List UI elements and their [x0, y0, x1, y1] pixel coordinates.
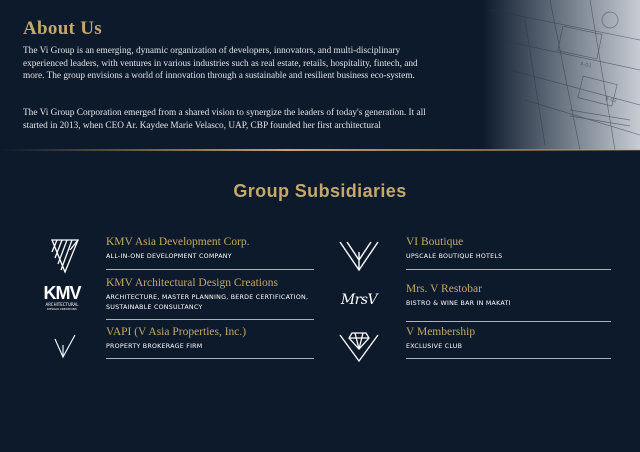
v-membership-logo-icon	[334, 326, 384, 366]
subsidiary-name: VI Boutique	[406, 236, 464, 248]
divider	[106, 269, 314, 270]
subsidiary-description: BISTRO & WINE BAR IN MAKATI	[406, 300, 511, 307]
subsidiary-vi-boutique[interactable]	[334, 236, 624, 274]
svg-text:B-02: B-02	[604, 96, 618, 105]
subsidiary-description: PROPERTY BROKERAGE FIRM	[106, 343, 203, 350]
subsidiary-name: KMV Asia Development Corp.	[106, 236, 250, 248]
about-paragraph-2: The Vi Group Corporation emerged from a shared vision to synergize the leaders of today's generation. It all started in 2013, when CEO Ar. Kaydee Marie Velasco, UAP, CBP founded her first architectural	[23, 108, 426, 131]
subsidiary-description: UPSCALE BOUTIQUE HOTELS	[406, 253, 503, 260]
vi-boutique-logo-icon	[334, 236, 384, 276]
subsidiary-v-membership[interactable]	[334, 326, 624, 362]
divider	[106, 319, 314, 320]
about-paragraph-1: The Vi Group is an emerging, dynamic organization of developers, innovators, and multi-disciplinary experienced leaders, with ventures in various industries such as real estate, retails, hospitality, fintech, and more. The group envisions a world of innovation through a sustainable and resilient business eco-system.	[23, 46, 418, 81]
subsidiary-name: Mrs. V Restobar	[406, 283, 482, 295]
subsidiary-kmv-asia[interactable]	[40, 236, 320, 274]
subsidiary-mrs-v[interactable]	[334, 280, 624, 318]
subsidiary-vapi[interactable]	[40, 326, 320, 362]
subsidiary-kmv-architectural[interactable]	[36, 277, 320, 317]
divider	[406, 321, 611, 322]
about-title: About Us	[23, 18, 102, 39]
subsidiaries-title: Group Subsidiaries	[233, 181, 407, 201]
divider	[106, 358, 314, 359]
subsidiary-description: EXCLUSIVE CLUB	[406, 343, 463, 350]
vapi-logo-icon	[40, 326, 90, 366]
subsidiary-name: VAPI (V Asia Properties, Inc.)	[106, 326, 247, 338]
subsidiary-name: V Membership	[406, 326, 476, 338]
svg-text:A-01: A-01	[579, 61, 593, 70]
divider	[406, 358, 611, 359]
subsidiary-name: KMV Architectural Design Creations	[106, 277, 278, 289]
architectural-blueprint-image	[430, 0, 640, 150]
subsidiary-description: ALL-IN-ONE DEVELOPMENT COMPANY	[106, 253, 232, 260]
divider	[406, 269, 611, 270]
subsidiary-description: ARCHITECTURE, MASTER PLANNING, BERDE CERTIFICATION, SUSTAINABLE CONSULTANCY	[106, 294, 309, 311]
about-section	[0, 0, 640, 150]
section-divider	[0, 149, 640, 151]
kmv-asia-logo-icon	[40, 236, 90, 276]
mrs-v-logo-icon: MrsV	[340, 292, 378, 308]
kmv-architectural-logo-icon: KMV ARCHITECTURAL DESIGN CREATIONS	[43, 282, 81, 311]
